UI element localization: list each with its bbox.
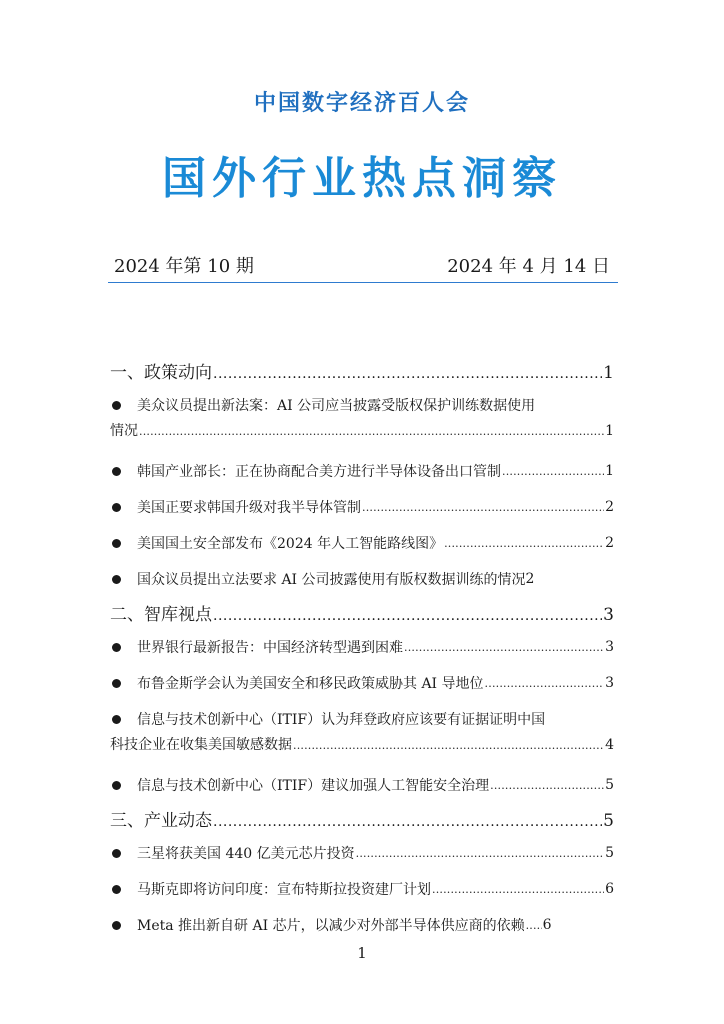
toc-leader bbox=[139, 425, 604, 438]
table-of-contents bbox=[110, 358, 614, 946]
toc-page-number: 2 bbox=[605, 535, 614, 551]
toc-item[interactable] bbox=[110, 910, 614, 940]
toc-section-title: 二、智库视点 bbox=[110, 605, 212, 625]
bullet-icon bbox=[112, 575, 121, 584]
toc-leader bbox=[213, 814, 602, 830]
toc-item-text: 国众议员提出立法要求 AI 公司披露使用有版权数据训练的情况 bbox=[110, 569, 526, 589]
issue-date: 2024 年 4 月 14 日 bbox=[447, 256, 610, 277]
bullet-icon bbox=[112, 679, 121, 688]
toc-item-text bbox=[110, 709, 545, 729]
bullet-icon bbox=[112, 921, 121, 930]
toc-item-text: 马斯克即将访问印度：宣布特斯拉投资建厂计划 bbox=[110, 879, 431, 899]
toc-section-think-tank[interactable] bbox=[110, 600, 614, 630]
toc-leader bbox=[444, 537, 604, 550]
toc-item-text: 布鲁金斯学会认为美国安全和移民政策威胁其 AI 导地位 bbox=[110, 673, 484, 693]
toc-page-number: 4 bbox=[605, 737, 614, 753]
toc-item[interactable] bbox=[110, 770, 614, 800]
toc-leader bbox=[213, 608, 602, 624]
toc-section-industry[interactable] bbox=[110, 806, 614, 836]
toc-page-number: 3 bbox=[603, 605, 614, 625]
toc-page-number: 6 bbox=[605, 881, 614, 897]
bullet-icon bbox=[112, 503, 121, 512]
toc-leader bbox=[526, 919, 542, 932]
toc-page-number: 6 bbox=[542, 917, 552, 933]
toc-page-number: 1 bbox=[605, 463, 614, 479]
toc-item-text: 美国国土安全部发布《2024 年人工智能路线图》 bbox=[110, 533, 443, 553]
toc-leader bbox=[213, 366, 602, 382]
toc-item-text: Meta 推出新自研 AI 芯片，以减少对外部半导体供应商的依赖 bbox=[110, 915, 525, 935]
toc-item-line2: 情况 bbox=[110, 423, 138, 439]
toc-item-text: 信息与技术创新中心（ITIF）建议加强人工智能安全治理 bbox=[110, 775, 489, 795]
toc-item[interactable] bbox=[110, 456, 614, 486]
bullet-icon bbox=[112, 643, 121, 652]
issue-row bbox=[114, 252, 610, 278]
toc-item[interactable] bbox=[110, 838, 614, 868]
toc-section-policy[interactable] bbox=[110, 358, 614, 388]
issue-number: 2024 年第 10 期 bbox=[114, 256, 254, 277]
toc-page-number: 5 bbox=[605, 777, 614, 793]
toc-page-number: 2 bbox=[525, 571, 535, 587]
page-number: 1 bbox=[357, 944, 367, 962]
toc-item-line1: 信息与技术创新中心（ITIF）认为拜登政府应该要有证据证明中国 bbox=[137, 712, 546, 728]
toc-item-text: 三星将获美国 440 亿美元芯片投资 bbox=[110, 843, 355, 863]
toc-page-number: 1 bbox=[605, 423, 614, 439]
toc-page-number: 1 bbox=[603, 363, 614, 383]
bullet-icon bbox=[112, 401, 121, 410]
header-divider bbox=[108, 282, 618, 283]
toc-leader bbox=[432, 883, 604, 896]
toc-item-text: 世界银行最新报告：中国经济转型遇到困难 bbox=[110, 637, 403, 657]
toc-leader bbox=[485, 677, 605, 690]
bullet-icon bbox=[112, 781, 121, 790]
bullet-icon bbox=[112, 539, 121, 548]
toc-item[interactable] bbox=[110, 632, 614, 662]
toc-item[interactable] bbox=[110, 668, 614, 698]
bullet-icon bbox=[112, 715, 121, 724]
toc-page-number: 5 bbox=[603, 811, 614, 831]
report-title: 国外行业热点洞察 bbox=[162, 153, 562, 204]
org-name: 中国数字经济百人会 bbox=[253, 91, 470, 116]
toc-item-text: 美国正要求韩国升级对我半导体管制 bbox=[110, 497, 361, 517]
toc-leader bbox=[293, 739, 604, 752]
toc-item-line2: 科技企业在收集美国敏感数据 bbox=[110, 737, 292, 753]
toc-leader bbox=[404, 641, 604, 654]
toc-item-line1: 美众议员提出新法案：AI 公司应当披露受版权保护训练数据使用 bbox=[137, 398, 536, 414]
bullet-icon bbox=[112, 885, 121, 894]
toc-page-number: 2 bbox=[605, 499, 614, 515]
toc-item[interactable] bbox=[110, 704, 614, 764]
toc-item[interactable] bbox=[110, 390, 614, 450]
toc-leader bbox=[356, 847, 604, 860]
toc-leader bbox=[490, 779, 604, 792]
bullet-icon bbox=[112, 849, 121, 858]
toc-item[interactable] bbox=[110, 492, 614, 522]
toc-item[interactable] bbox=[110, 528, 614, 558]
toc-item-text: 韩国产业部长：正在协商配合美方进行半导体设备出口管制 bbox=[110, 461, 501, 481]
bullet-icon bbox=[112, 467, 121, 476]
toc-page-number: 5 bbox=[605, 845, 614, 861]
toc-section-title: 一、政策动向 bbox=[110, 363, 212, 383]
toc-item[interactable] bbox=[110, 564, 614, 594]
toc-page-number: 3 bbox=[605, 639, 614, 655]
toc-leader bbox=[362, 501, 604, 514]
toc-leader bbox=[502, 465, 604, 478]
toc-item-text bbox=[110, 395, 535, 415]
toc-section-title: 三、产业动态 bbox=[110, 811, 212, 831]
toc-item[interactable] bbox=[110, 874, 614, 904]
toc-page-number: 3 bbox=[605, 675, 614, 691]
